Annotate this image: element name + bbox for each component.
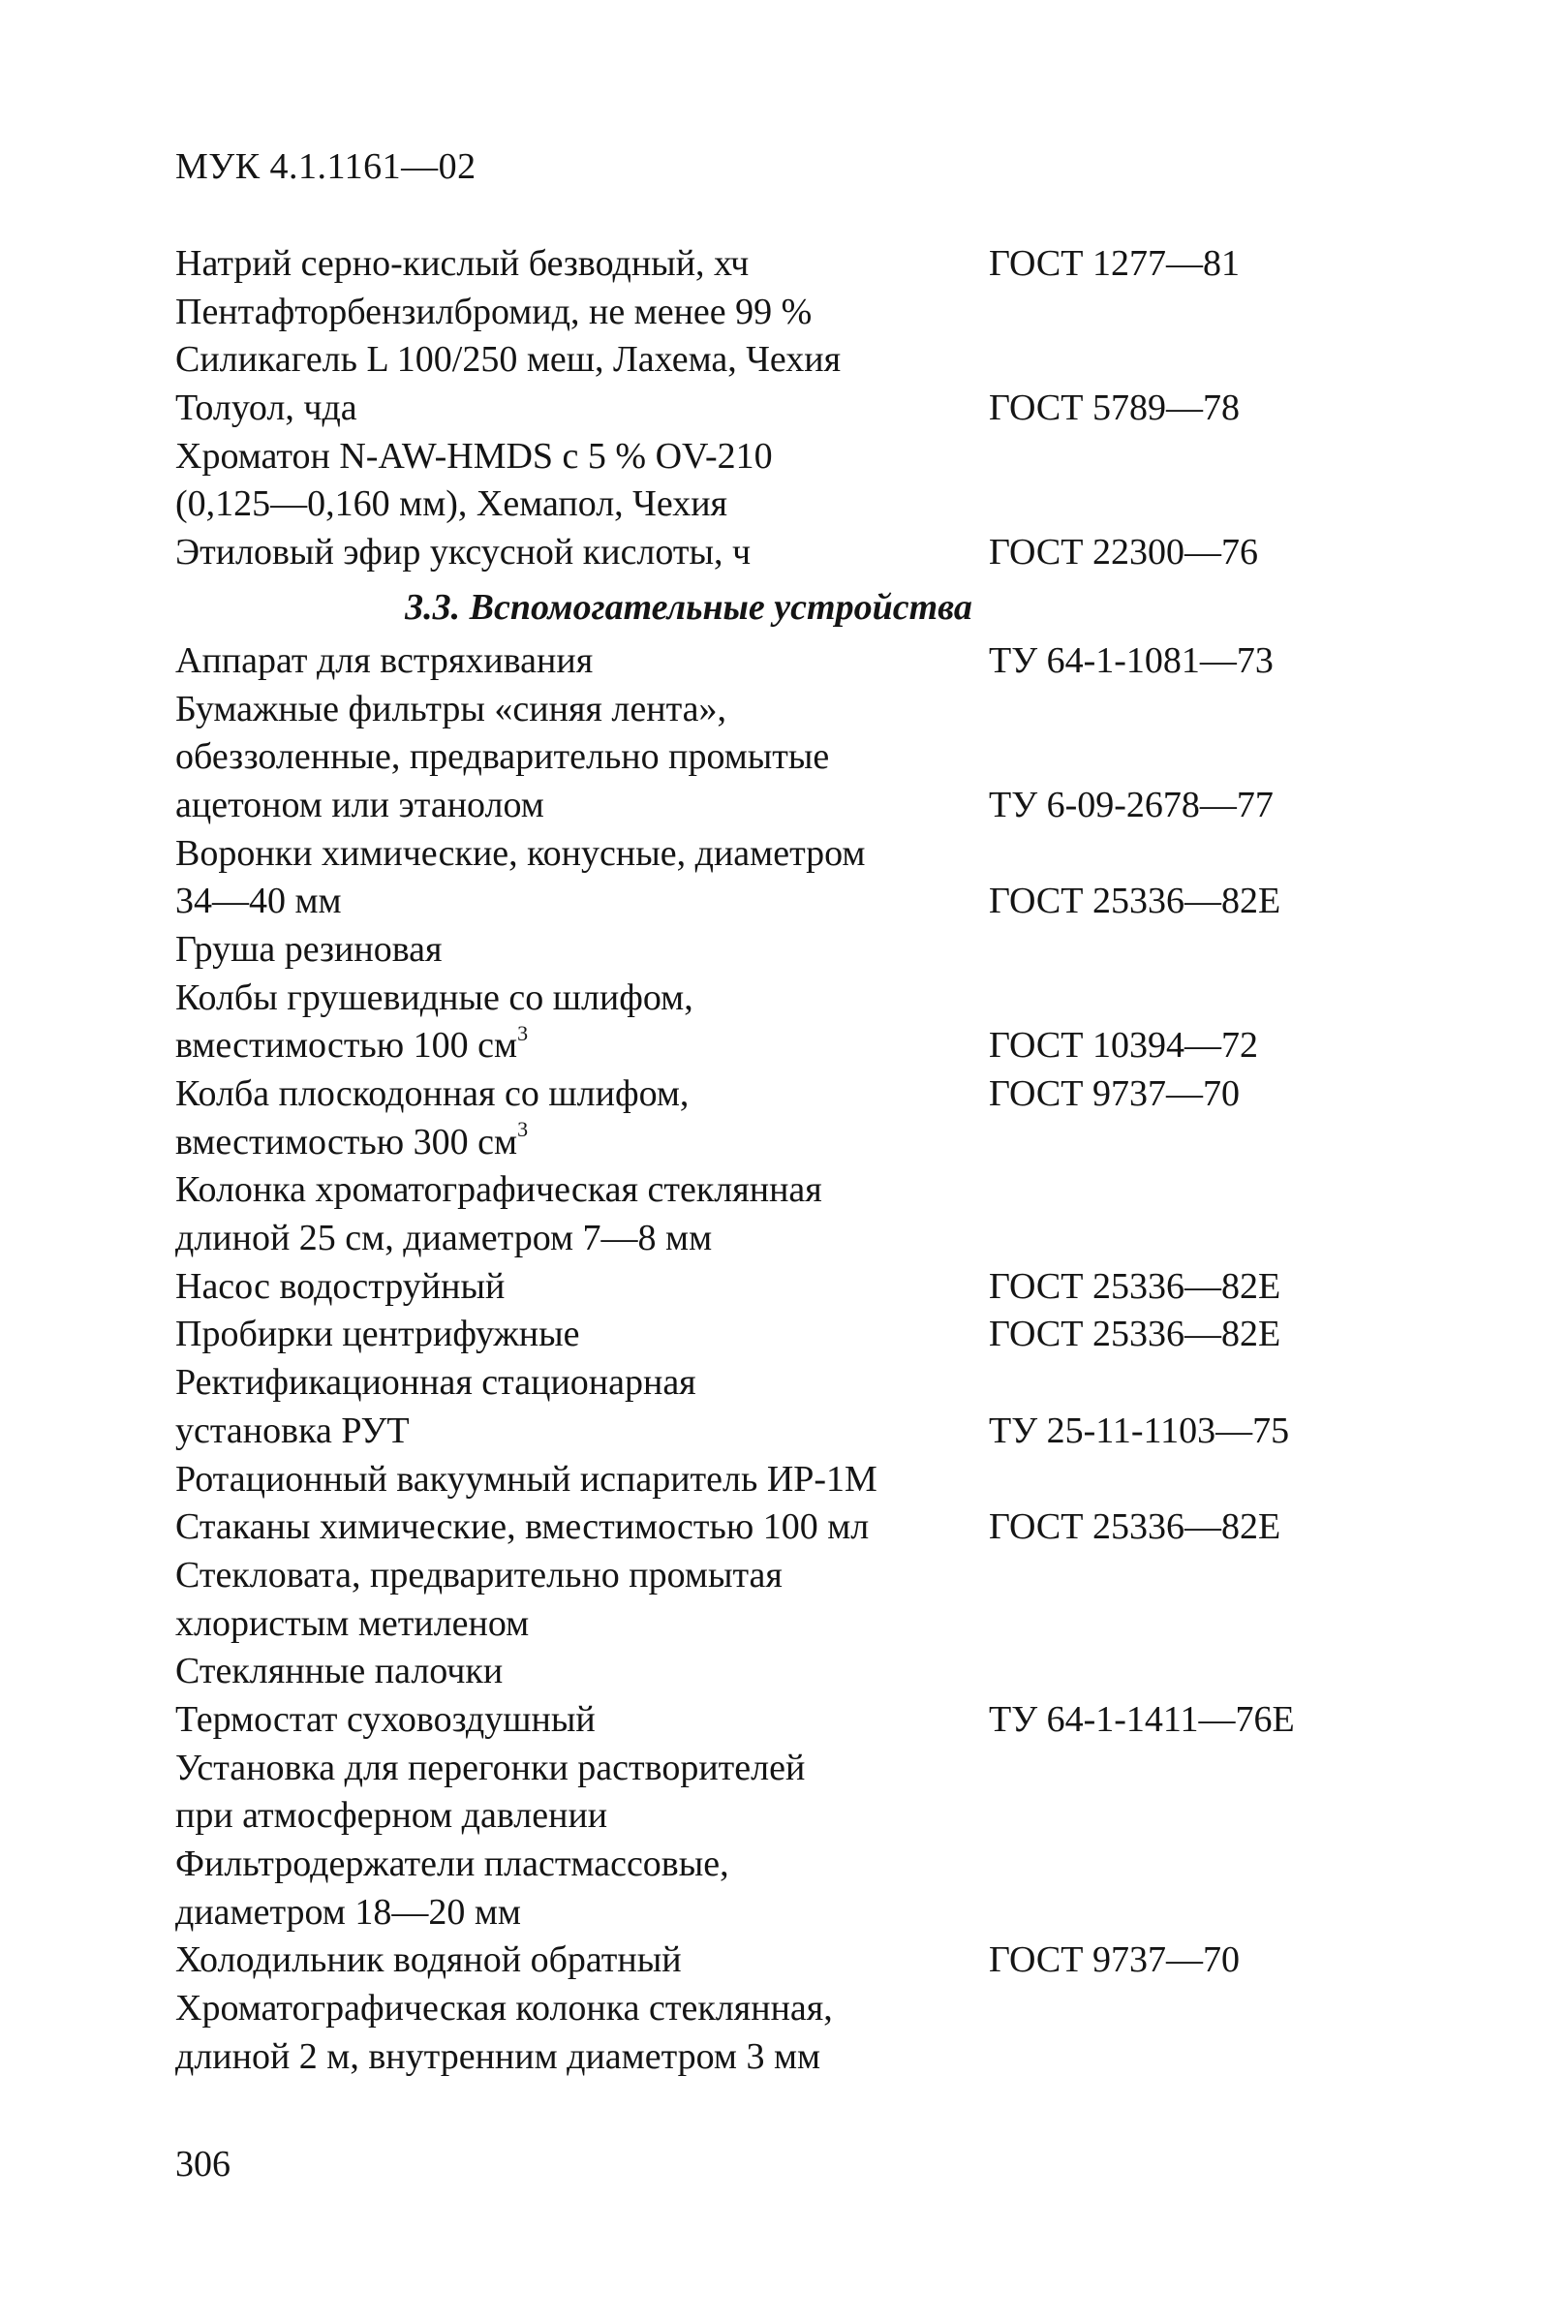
standard-reference [989,1600,1337,1649]
item-name [175,782,989,830]
list-row [175,782,1337,830]
list-row [175,1166,1337,1215]
item-name [175,1215,989,1263]
item-text: Бумажные фильтры «синяя лента», [175,688,727,729]
item-name [175,1119,989,1167]
item-text: Ротационный вакуумный испаритель ИР-1М [175,1458,877,1500]
item-text: Установка для перегонки растворителей [175,1747,806,1788]
item-name [175,289,989,337]
standard-reference [989,975,1337,1023]
item-name [175,1022,989,1070]
item-name [175,240,989,289]
standard-reference [989,733,1337,782]
superscript: 3 [517,1117,529,1142]
standard-reference [989,336,1337,385]
item-name [175,1311,989,1359]
section-heading: 3.3. Вспомогательные устройства [405,586,972,628]
list-row [175,1841,1337,1889]
list-row [175,1456,1337,1504]
list-row [175,637,1337,686]
item-text: Хроматографическая колонка стеклянная, [175,1988,833,2030]
list-row [175,1311,1337,1359]
list-row [175,1889,1337,1937]
item-text: Колба плоскодонная со шлифом, [175,1073,690,1114]
standard-reference: ГОСТ 25336—82Е [989,1314,1281,1355]
item-text: вместимостью 100 см [175,1025,518,1067]
list-row [175,1022,1337,1070]
list-row [175,1985,1337,2033]
reagents-list [175,240,1337,577]
standard-reference [989,433,1337,481]
standard-reference [989,1792,1337,1841]
item-name [175,1696,989,1745]
list-row [175,1552,1337,1600]
list-row [175,975,1337,1023]
item-text: Этиловый эфир уксусной кислоты, ч [175,532,752,573]
item-name [175,1552,989,1600]
list-row [175,1263,1337,1312]
item-text: хлористым метиленом [175,1602,530,1644]
standard-reference [989,686,1337,734]
standard-reference: ГОСТ 25336—82Е [989,1265,1281,1307]
item-name [175,336,989,385]
equipment-list [175,240,1337,2081]
standard-reference [989,480,1337,529]
list-row [175,878,1337,926]
standard-reference [989,926,1337,975]
standard-reference: ГОСТ 9737—70 [989,1939,1240,1981]
standard-reference: ТУ 64-1-1081—73 [989,639,1274,681]
item-name [175,1263,989,1312]
item-text: Термостат суховоздушный [175,1698,596,1740]
standard-reference: ГОСТ 5789—78 [989,387,1240,429]
list-row [175,1648,1337,1696]
standard-reference: ТУ 6-09-2678—77 [989,784,1274,825]
item-text: длиной 2 м, внутренним диаметром 3 мм [175,2035,821,2077]
item-text: Натрий серно-кислый безводный, хч [175,243,750,284]
standard-reference [989,1119,1337,1167]
item-name [175,1359,989,1408]
item-text: диаметром 18—20 мм [175,1891,521,1933]
standard-reference [989,289,1337,337]
document-code-header: МУК 4.1.1161—02 [175,146,477,187]
item-name [175,1166,989,1215]
item-name [175,1937,989,1985]
superscript: 3 [517,1020,529,1045]
item-name [175,1600,989,1649]
page-number: 306 [175,2144,231,2185]
standard-reference [989,830,1337,879]
item-name [175,830,989,879]
list-row [175,1359,1337,1408]
list-row [175,240,1337,289]
standard-reference: ГОСТ 1277—81 [989,243,1240,284]
item-text: Груша резиновая [175,928,443,970]
item-name [175,1889,989,1937]
list-row [175,385,1337,433]
item-name [175,975,989,1023]
list-row [175,433,1337,481]
item-text: Пентафторбензилбромид, не менее 99 % [175,291,813,332]
item-name [175,433,989,481]
list-row [175,1937,1337,1985]
item-name [175,385,989,433]
list-row [175,480,1337,529]
list-row [175,926,1337,975]
standard-reference: ГОСТ 22300—76 [989,532,1258,573]
list-row [175,1745,1337,1793]
item-text: установка РУТ [175,1410,410,1451]
item-name [175,1503,989,1552]
item-text: Пробирки центрифужные [175,1314,580,1355]
list-row [175,1408,1337,1456]
item-name [175,2033,989,2082]
item-name [175,1985,989,2033]
item-name [175,686,989,734]
item-name [175,480,989,529]
list-row [175,733,1337,782]
item-text: ацетоном или этанолом [175,784,544,825]
list-row [175,686,1337,734]
standard-reference [989,1166,1337,1215]
devices-list [175,637,1337,2082]
standard-reference [989,1889,1337,1937]
section-heading-row [175,577,1337,637]
item-name [175,529,989,577]
standard-reference: ГОСТ 10394—72 [989,1025,1258,1067]
standard-reference [989,1215,1337,1263]
item-name [175,733,989,782]
item-text: Ректификационная стационарная [175,1362,696,1404]
item-text: 34—40 мм [175,881,342,922]
standard-reference [989,1552,1337,1600]
standard-reference [989,1359,1337,1408]
item-text: при атмосферном давлении [175,1795,608,1837]
standard-reference: ТУ 64-1-1411—76Е [989,1698,1295,1740]
standard-reference: ГОСТ 25336—82Е [989,1506,1281,1548]
standard-reference [989,1745,1337,1793]
list-row [175,1792,1337,1841]
item-text: Стаканы химические, вместимостью 100 мл [175,1506,870,1548]
item-text: вместимостью 300 см [175,1121,518,1162]
item-text: Холодильник водяной обратный [175,1939,682,1981]
item-text: (0,125—0,160 мм), Хемапол, Чехия [175,483,728,525]
standard-reference [989,1985,1337,2033]
list-row [175,1696,1337,1745]
item-name [175,1456,989,1504]
item-text: длиной 25 см, диаметром 7—8 мм [175,1218,713,1259]
list-row [175,1503,1337,1552]
item-text: Толуол, чда [175,387,357,429]
standard-reference: ТУ 25-11-1103—75 [989,1410,1290,1451]
item-text: Фильтродержатели пластмассовые, [175,1844,729,1884]
list-row [175,830,1337,879]
standard-reference [989,2033,1337,2082]
item-name [175,1648,989,1696]
list-row [175,2033,1337,2082]
list-row [175,1119,1337,1167]
list-row [175,1070,1337,1119]
item-name [175,1792,989,1841]
item-text: обеззоленные, предварительно промытые [175,736,830,778]
item-text: Хроматон N-AW-HMDS с 5 % OV-210 [175,435,773,477]
list-row [175,289,1337,337]
item-name [175,1070,989,1119]
item-text: Стеклянные палочки [175,1651,504,1692]
standard-reference: ГОСТ 9737—70 [989,1073,1240,1114]
list-row [175,336,1337,385]
standard-reference [989,1456,1337,1504]
list-row [175,1600,1337,1649]
standard-reference [989,1841,1337,1889]
standard-reference: ГОСТ 25336—82Е [989,881,1281,922]
item-text: Силикагель L 100/250 меш, Лахема, Чехия [175,339,842,381]
item-name [175,1841,989,1889]
standard-reference [989,1648,1337,1696]
item-name [175,637,989,686]
item-name [175,1408,989,1456]
item-name [175,926,989,975]
item-text: Аппарат для встряхивания [175,639,594,681]
item-name [175,878,989,926]
item-name [175,1745,989,1793]
item-text: Колбы грушевидные со шлифом, [175,976,693,1018]
item-text: Насос водоструйный [175,1265,506,1307]
item-text: Колонка хроматографическая стеклянная [175,1169,822,1211]
list-row [175,529,1337,577]
list-row [175,1215,1337,1263]
item-text: Стекловата, предварительно промытая [175,1554,783,1596]
item-text: Воронки химические, конусные, диаметром [175,832,866,874]
